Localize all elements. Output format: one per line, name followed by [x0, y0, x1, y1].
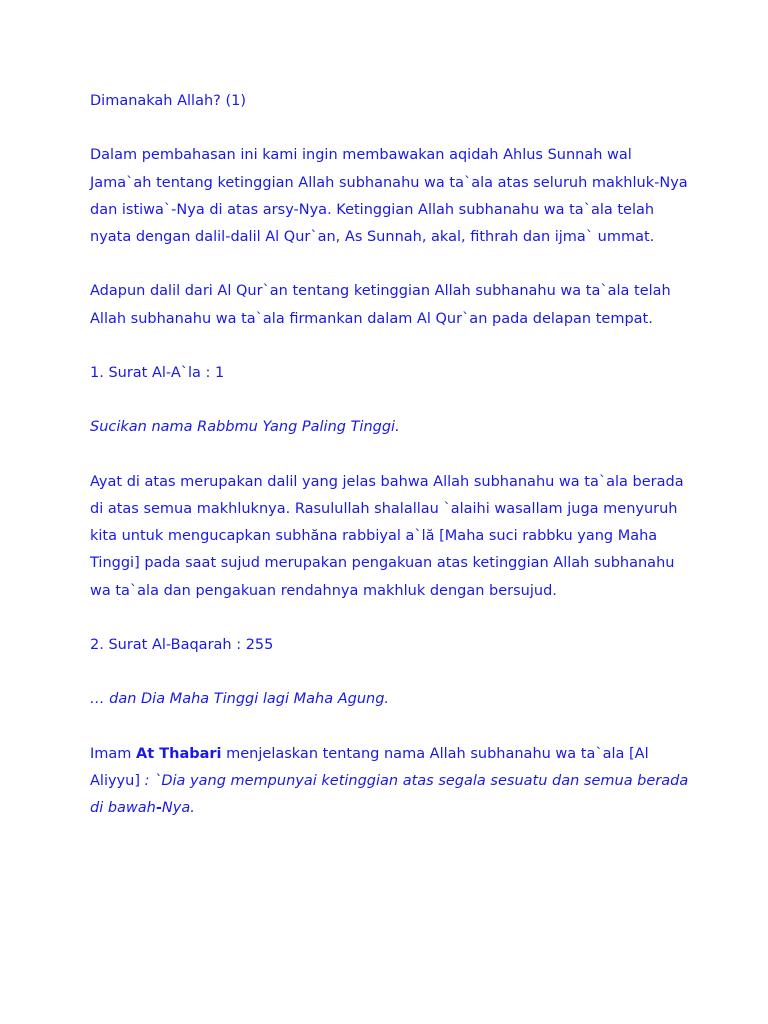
- item-1-heading: 1. Surat Al-A`la : 1: [90, 364, 225, 381]
- explanation-middle: menjelaskan tentang nama Allah subhanahu wa ta`ala [Al Aliyyu]: [90, 745, 649, 789]
- document-title: Dimanakah Allah? (1): [90, 93, 247, 109]
- explanation-prefix: Imam: [90, 745, 137, 762]
- item-2-heading: 2. Surat Al-Baqarah : 255: [90, 636, 274, 653]
- explanation-quote-part-1: : `Dia yang mempunyai ketinggian atas segala sesuatu dan semua berada di bawah: [90, 772, 689, 817]
- dalil-intro-paragraph: Adapun dalil dari Al Qur`an tentang ketinggian Allah subhanahu wa ta`ala telah Allah subhanahu wa ta`ala firmankan dalam Al Qur`an pada delapan tempat.: [90, 283, 671, 327]
- item-1-explanation: Ayat di atas merupakan dalil yang jelas bahwa Allah subhanahu wa ta`ala berada di atas semua makhluknya. Rasulullah shalallau `alaihi wasallam juga menyuruh kita untuk mengucapkan subhăna rabbiyal a`lă [Maha suci rabbku yang Maha Tinggi] pada saat sujud merupakan pengakuan atas ketinggian Allah subhanahu wa ta`ala dan pengakuan rendahnya makhluk dengan bersujud.: [90, 473, 684, 599]
- item-2-explanation: [90, 741, 690, 823]
- intro-paragraph: Dalam pembahasan ini kami ingin membawakan aqidah Ahlus Sunnah wal Jama`ah tentang ketinggian Allah subhanahu wa ta`ala atas seluruh makhluk-Nya dan istiwa`-Nya di atas arsy-Nya. Ketinggian Allah subhanahu wa ta`ala telah nyata dengan dalil-dalil Al Qur`an, As Sunnah, akal, fithrah dan ijma` ummat.: [90, 147, 688, 245]
- item-2-quote: … dan Dia Maha Tinggi lagi Maha Agung.: [90, 691, 390, 708]
- document-page: [90, 88, 690, 850]
- explanation-quote-part-2: Nya.: [161, 800, 195, 817]
- explanation-quote-dash: -: [155, 800, 162, 817]
- scholar-name: At Thabari: [136, 745, 222, 762]
- item-1-quote: Sucikan nama Rabbmu Yang Paling Tinggi.: [90, 419, 400, 436]
